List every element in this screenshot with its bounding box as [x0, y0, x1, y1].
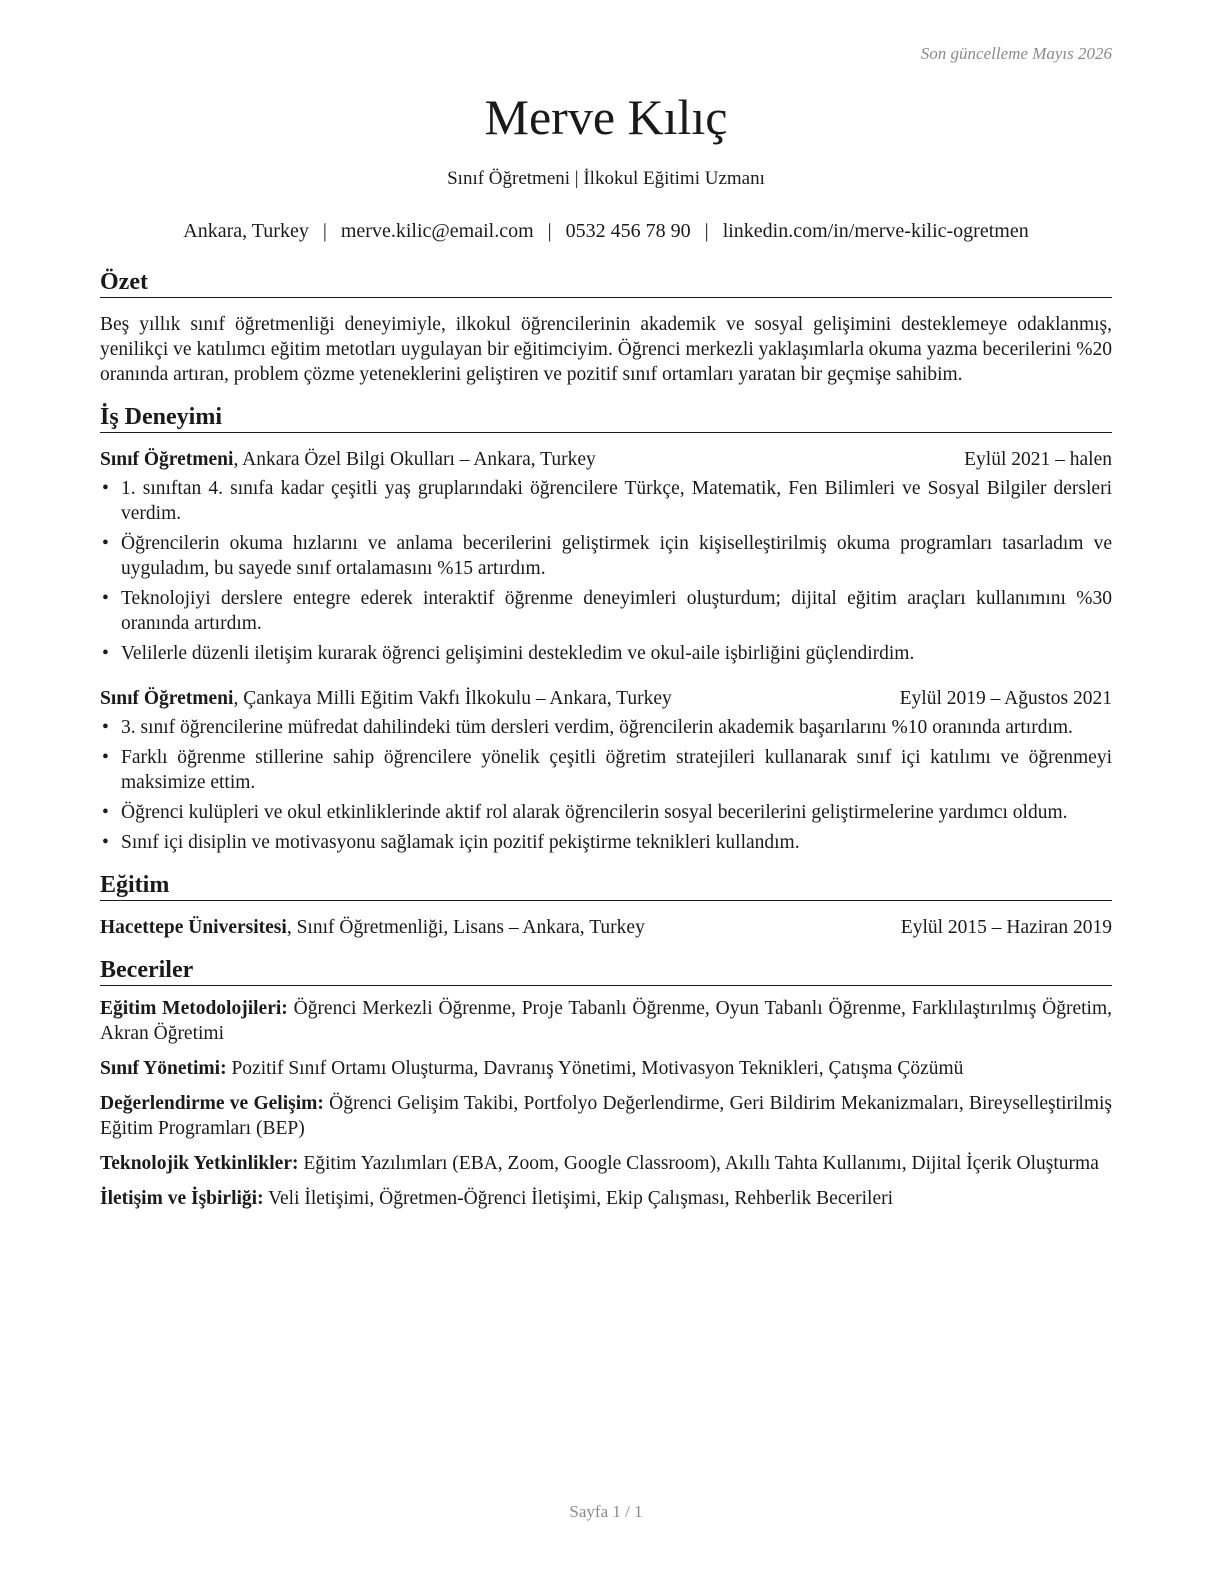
summary-text: Beş yıllık sınıf öğretmenliği deneyimiyle, ilkokul öğrencilerinin akademik ve sosyal gelişimini desteklemeye odaklanmış, yenilikçi ve katılımcı eğitim metotları uygulayan bir eğitimciyim. Öğrenci merkezli yaklaşımlarla okuma yazma becerilerini %20 oranında artıran, problem çözme yeteneklerini geliştiren ve pozitif sınıf ortamları yaratan bir geçmişe sahibim. [100, 314, 1112, 385]
education-school: Hacettepe Üniversitesi [100, 917, 287, 938]
job-title-subtitle: Sınıf Öğretmeni | İlkokul Eğitimi Uzmanı [447, 168, 765, 189]
bullet-item: • Teknolojiyi derslere entegre ederek interaktif öğrenme deneyimleri oluşturdum; dijital eğitim araçları kullanımını %30 oranında artırdım. [100, 586, 1112, 636]
section-title-skills: Beceriler [100, 958, 1112, 986]
education-detail: , Sınıf Öğretmenliği, Lisans – Ankara, Turkey [286, 917, 645, 938]
skill-row [100, 1186, 1112, 1211]
bullet-item: • Velilerle düzenli iletişim kurarak öğrenci gelişimini destekledim ve okul-aile işbirliğini güçlendirdim. [100, 641, 1112, 666]
candidate-name: Merve Kılıç [484, 89, 728, 145]
contact-phone: 0532 456 78 90 [565, 220, 691, 242]
contact-separator: | [322, 220, 327, 242]
education-entry [100, 915, 1112, 940]
skill-text: Veli İletişimi, Öğretmen-Öğrenci İletişimi, Ekip Çalışması, Rehberlik Becerileri [263, 1188, 894, 1209]
skill-label: Sınıf Yönetimi: [100, 1058, 227, 1079]
job-bullets [100, 476, 1112, 666]
job-organization: , Çankaya Milli Eğitim Vakfı İlkokulu – Ankara, Turkey [233, 688, 672, 709]
job-header [100, 447, 1112, 472]
skill-row [100, 1151, 1112, 1176]
skill-label: Değerlendirme ve Gelişim: [100, 1093, 324, 1114]
skill-text: Öğrenci Merkezli Öğrenme, Proje Tabanlı Öğrenme, Oyun Tabanlı Öğrenme, Farklılaştırılmış Öğretim, Akran Öğretimi [100, 998, 1112, 1044]
bullet-item: • Sınıf içi disiplin ve motivasyonu sağlamak için pozitif pekiştirme teknikleri kullandım. [100, 830, 1112, 855]
contact-separator: | [704, 220, 709, 242]
section-title-education: Eğitim [100, 873, 1112, 901]
skill-row [100, 1056, 1112, 1081]
education-dates: Eylül 2015 – Haziran 2019 [900, 917, 1112, 938]
job-role: Sınıf Öğretmeni [100, 449, 234, 470]
skill-label: Teknolojik Yetkinlikler: [100, 1153, 299, 1174]
contact-linkedin[interactable]: linkedin.com/in/merve-kilic-ogretmen [722, 220, 1029, 242]
bullet-item: • Öğrenci kulüpleri ve okul etkinliklerinde aktif rol alarak öğrencilerin sosyal becerilerini geliştirmelerine yardımcı oldum. [100, 800, 1112, 825]
job-organization: , Ankara Özel Bilgi Okulları – Ankara, Turkey [233, 449, 596, 470]
skill-row [100, 996, 1112, 1046]
job-bullets [100, 715, 1112, 855]
page-number: Sayfa 1 / 1 [569, 1502, 643, 1521]
job-dates: Eylül 2021 – halen [964, 449, 1112, 470]
skill-text: Eğitim Yazılımları (EBA, Zoom, Google Classroom), Akıllı Tahta Kullanımı, Dijital İçerik Oluşturma [298, 1153, 1099, 1174]
skill-label: İletişim ve İşbirliği: [100, 1188, 264, 1209]
job-dates: Eylül 2019 – Ağustos 2021 [899, 688, 1112, 709]
skill-row [100, 1091, 1112, 1141]
job-header [100, 686, 1112, 711]
section-title-summary: Özet [100, 270, 1112, 298]
job-entry [100, 686, 1112, 855]
bullet-item: • 1. sınıftan 4. sınıfa kadar çeşitli yaş gruplarındaki öğrencilere Türkçe, Matematik, Fen Bilimleri ve Sosyal Bilgiler dersleri verdim. [100, 476, 1112, 526]
skill-text: Pozitif Sınıf Ortamı Oluşturma, Davranış Yönetimi, Motivasyon Teknikleri, Çatışma Çözümü [226, 1058, 964, 1079]
job-entry [100, 447, 1112, 666]
contact-separator: | [547, 220, 552, 242]
contact-location: Ankara, Turkey [183, 220, 309, 242]
section-title-experience: İş Deneyimi [100, 405, 1112, 433]
bullet-item: • 3. sınıf öğrencilerine müfredat dahilindeki tüm dersleri verdim, öğrencilerin akademik başarılarını %10 oranında artırdım. [100, 715, 1112, 740]
last-updated: Son güncelleme Mayıs 2026 [920, 44, 1112, 63]
contact-line [100, 220, 1112, 243]
bullet-item: • Öğrencilerin okuma hızlarını ve anlama becerilerini geliştirmek için kişiselleştirilmiş okuma programları tasarladım ve uyguladım, bu sayede sınıf ortalamasını %15 artırdım. [100, 531, 1112, 581]
skill-text: Öğrenci Gelişim Takibi, Portfolyo Değerlendirme, Geri Bildirim Mekanizmaları, Bireyselleştirilmiş Eğitim Programları (BEP) [100, 1093, 1112, 1139]
contact-email[interactable]: merve.kilic@email.com [340, 220, 534, 242]
resume-content [100, 270, 1112, 1211]
skill-label: Eğitim Metodolojileri: [100, 998, 288, 1019]
job-role: Sınıf Öğretmeni [100, 688, 234, 709]
bullet-item: • Farklı öğrenme stillerine sahip öğrencilere yönelik çeşitli öğretim stratejileri kullanarak sınıf içi katılımı ve öğrenmeyi maksimize ettim. [100, 745, 1112, 795]
